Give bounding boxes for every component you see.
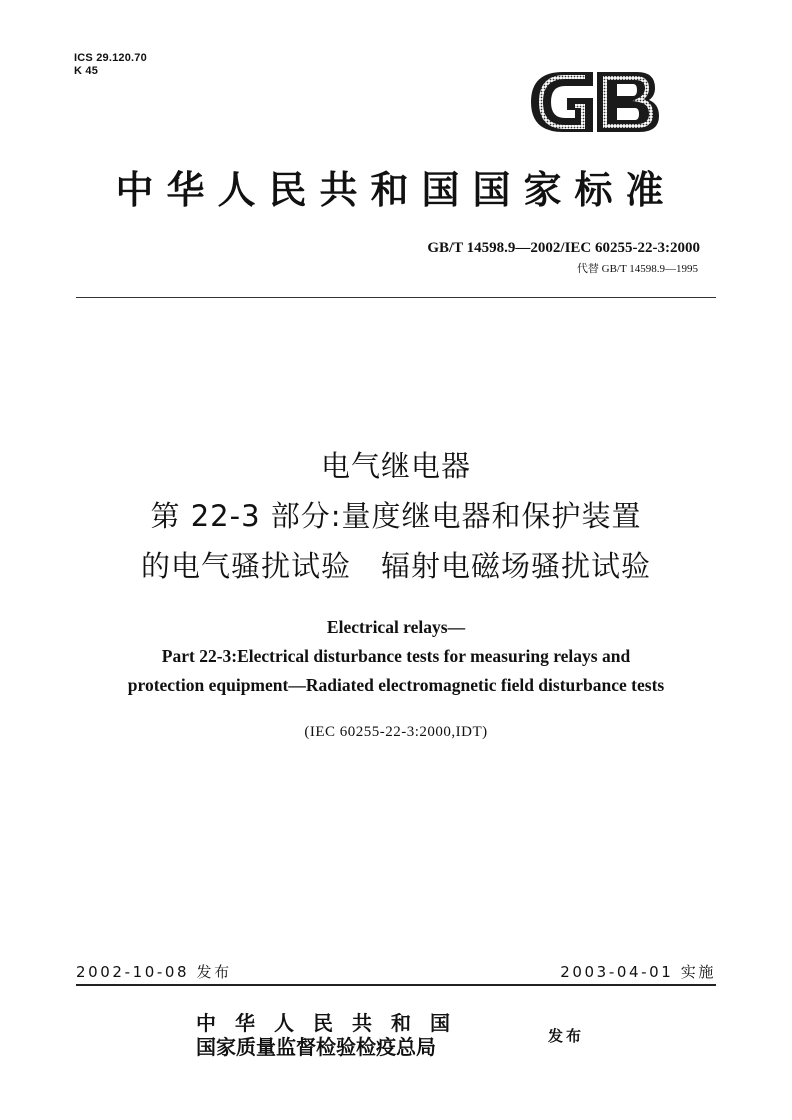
ics-code: ICS 29.120.70	[74, 52, 147, 64]
equivalence-note: (IEC 60255-22-3:2000,IDT)	[304, 724, 488, 740]
header-divider	[76, 297, 716, 298]
footer-divider	[76, 984, 716, 986]
issuer-suffix: 发布	[548, 1027, 585, 1045]
standard-body-title: 中华人民共和国国家标准	[115, 167, 677, 212]
gb-logo	[525, 66, 663, 138]
title-en-line3: protection equipment—Radiated electromagnetic field disturbance tests	[127, 675, 665, 695]
title-en-line1: Electrical relays—	[326, 617, 466, 637]
issue-date: 2002-10-08 发布	[76, 963, 232, 981]
ccs-code: K 45	[74, 65, 99, 77]
replaces-standard: 代替 GB/T 14598.9—1995	[576, 263, 698, 275]
issuer-line1: 中华人民共和国	[196, 1011, 469, 1035]
standard-number: GB/T 14598.9—2002/IEC 60255-22-3:2000	[427, 240, 700, 256]
classification-codes	[74, 52, 147, 78]
title-en-line2: Part 22-3:Electrical disturbance tests for measuring relays and	[161, 646, 631, 666]
title-cn-line2: 第 22-3 部分:量度继电器和保护装置	[150, 499, 642, 533]
title-cn-line1: 电气继电器	[320, 449, 471, 483]
title-cn-line3: 的电气骚扰试验 辐射电磁场骚扰试验	[140, 549, 651, 583]
issuer-line2: 国家质量监督检验检疫总局	[196, 1035, 436, 1059]
implementation-date: 2003-04-01 实施	[560, 963, 716, 981]
